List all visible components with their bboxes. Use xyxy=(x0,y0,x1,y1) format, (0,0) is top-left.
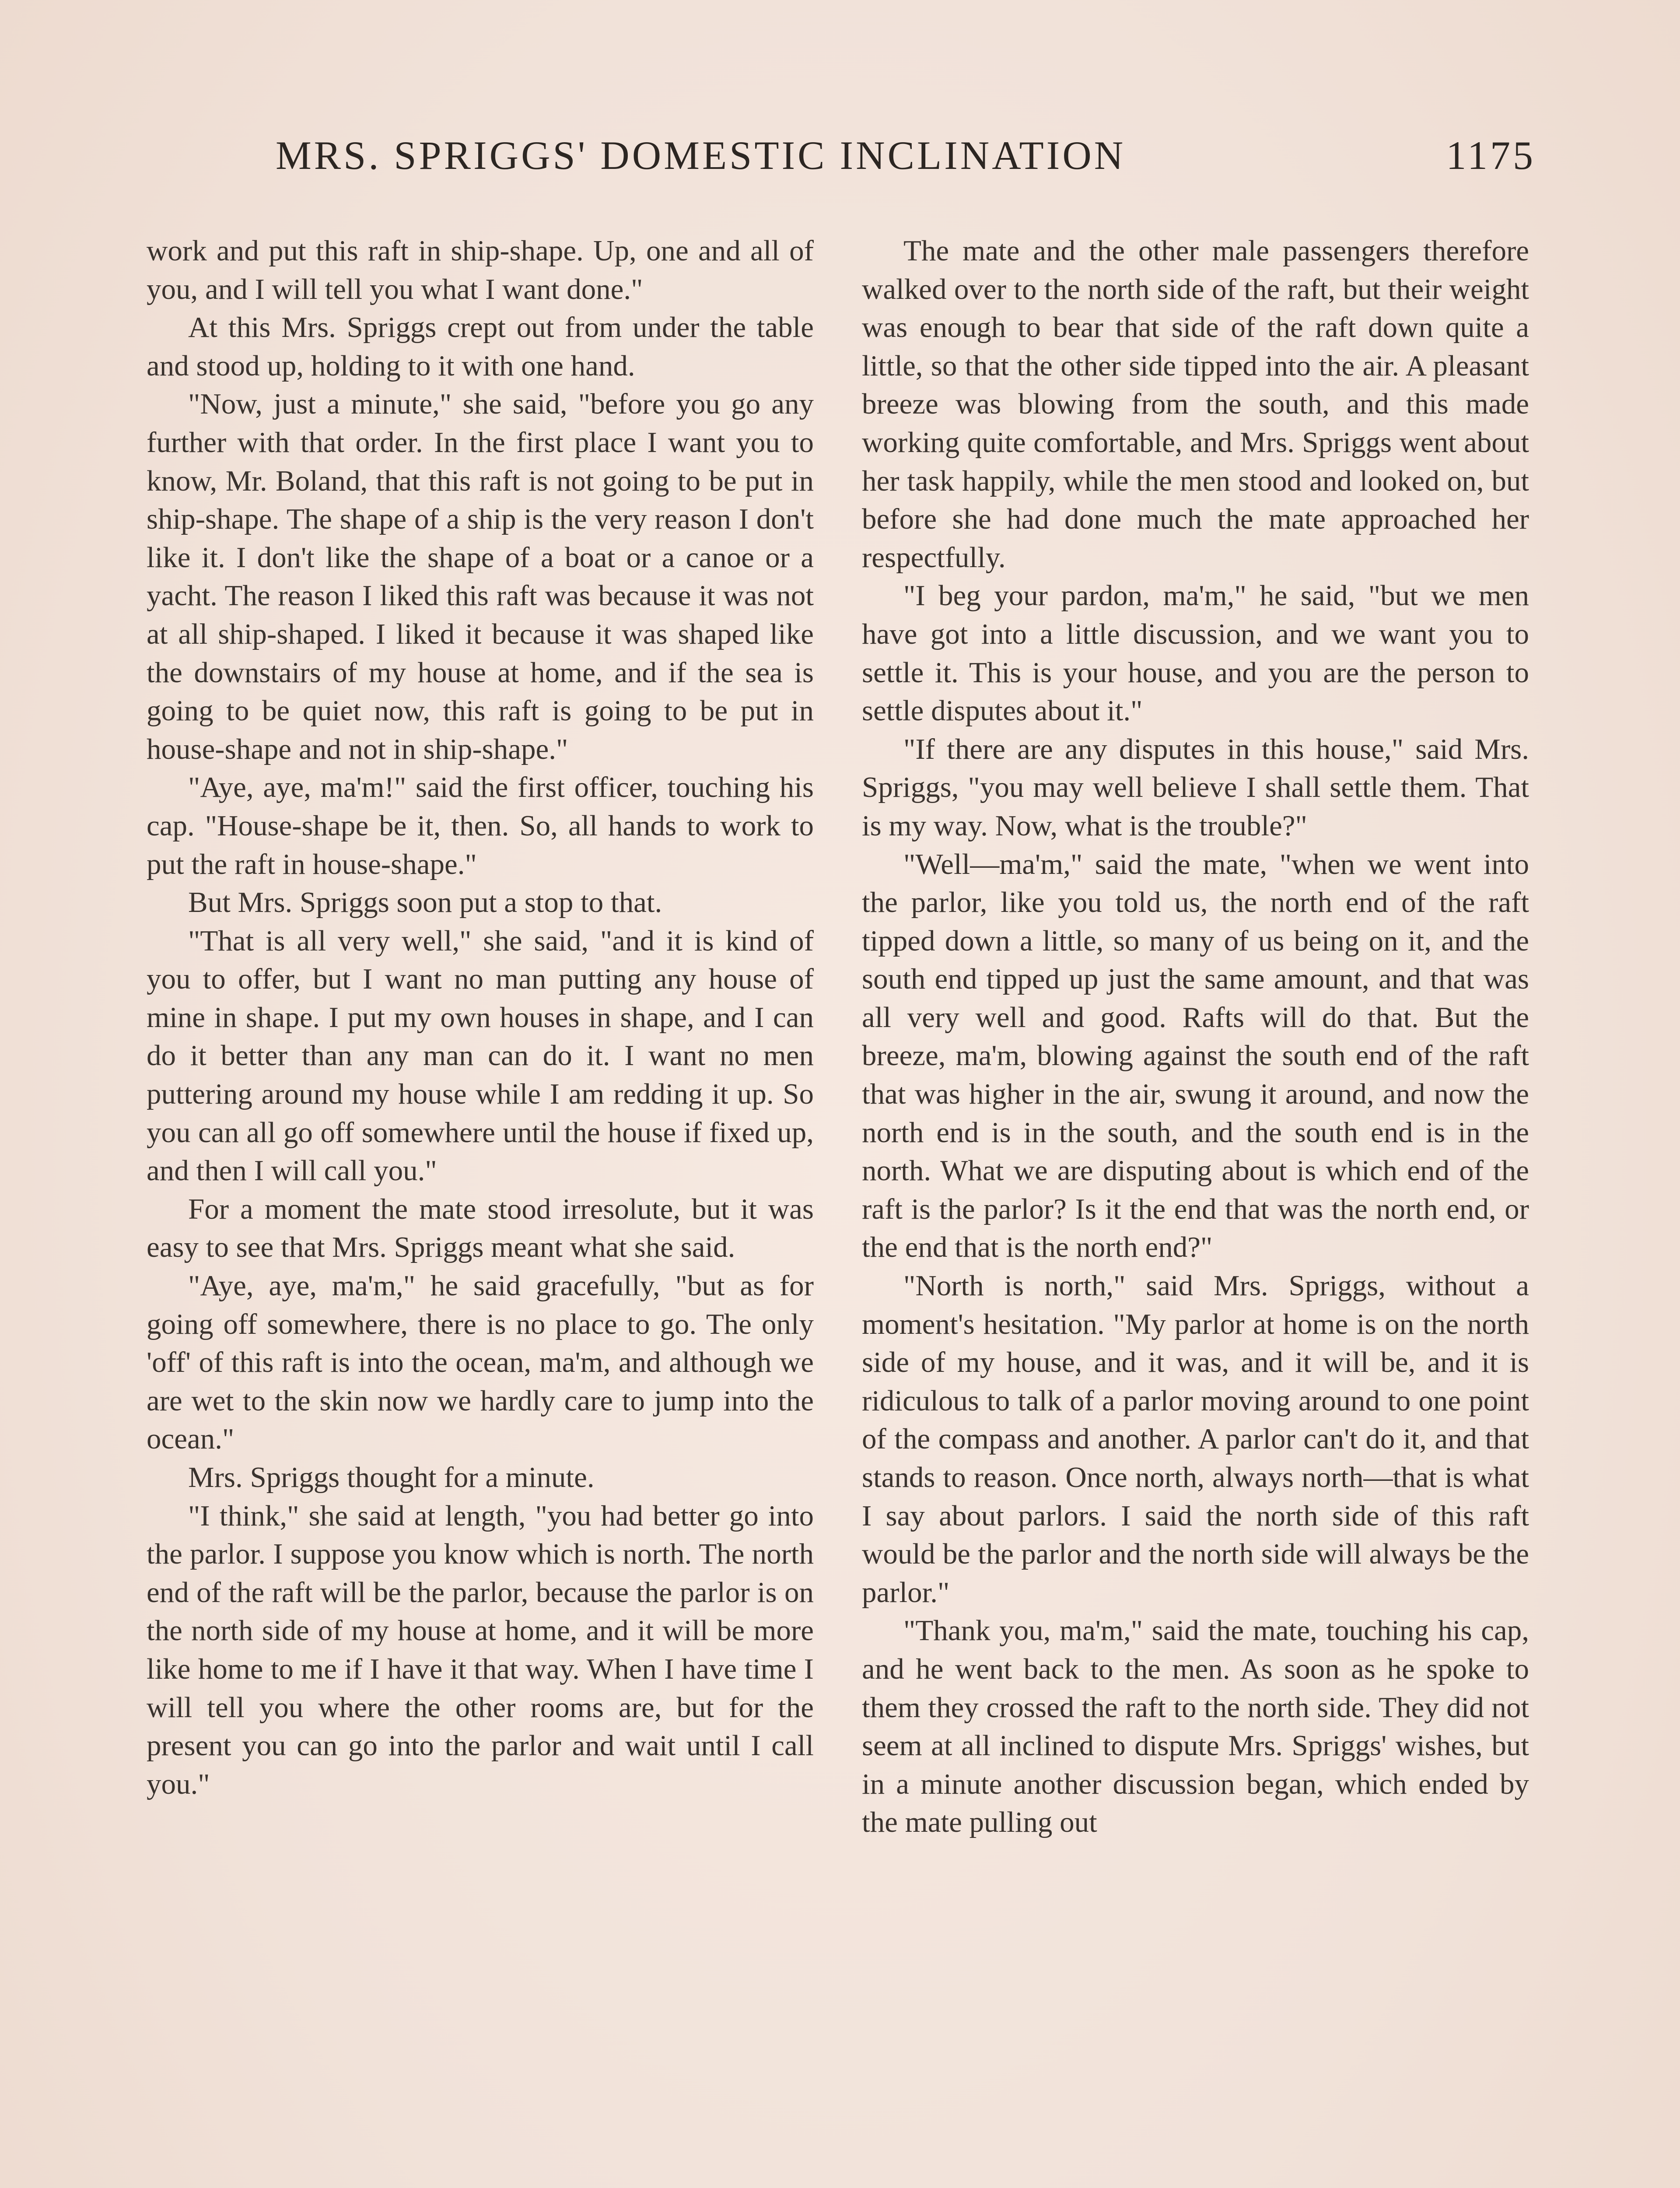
page-title: MRS. SPRIGGS' DOMESTIC INCLINATION xyxy=(276,133,1126,178)
paragraph: At this Mrs. Spriggs crept out from under the table and stood up, holding to it with one hand. xyxy=(147,311,814,382)
right-column xyxy=(862,232,1529,1842)
left-column xyxy=(147,232,814,1803)
paragraph: Mrs. Spriggs thought for a minute. xyxy=(188,1461,595,1494)
paragraph: But Mrs. Spriggs soon put a stop to that. xyxy=(188,886,662,919)
paragraph: "Well—ma'm," said the mate, "when we went into the parlor, like you told us, the north end of the raft tipped down a little, so many of us being on it, and the south end tipped up just the same amount, and that was all very well and good. Rafts will do that. But the breeze, ma'm, blowing against the south end of the raft that was higher in the air, swung it around, and now the north end is in the south, and the south end is in the north. What we are disputing about is which end of the raft is the parlor? Is it the end that was the north end, or the end that is the north end?" xyxy=(862,848,1529,1264)
paragraph: "If there are any disputes in this house," said Mrs. Spriggs, "you may well believe I shall settle them. That is my way. Now, what is the trouble?" xyxy=(862,733,1529,842)
paragraph: "Aye, aye, ma'm!" said the first officer, touching his cap. "House-shape be it, then. So, all hands to work to put the raft in house-shape." xyxy=(147,771,814,880)
paragraph: The mate and the other male passengers therefore walked over to the north side of the raft, but their weight was enough to bear that side of the raft down quite a little, so that the other side tipped into the air. A pleasant breeze was blowing from the south, and this made working quite comfortable, and Mrs. Spriggs went about her task happily, while the men stood and looked on, but before she had done much the mate approached her respectfully. xyxy=(862,235,1529,574)
paragraph: "Aye, aye, ma'm," he said gracefully, "but as for going off somewhere, there is no place to go. The only 'off' of this raft is into the ocean, ma'm, and although we are wet to the skin now we hardly care to jump into the ocean." xyxy=(147,1269,814,1455)
paragraph: "That is all very well," she said, "and it is kind of you to offer, but I want no man putting any house of mine in shape. I put my own houses in shape, and I can do it better than any man can do it. I want no men puttering around my house while I am redding it up. So you can all go off somewhere until the house if fixed up, and then I will call you." xyxy=(147,924,814,1187)
paragraph: "North is north," said Mrs. Spriggs, without a moment's hesitation. "My parlor at home is on the north side of my house, and it was, and it will be, and it is ridiculous to talk of a parlor moving around to one point of the compass and another. A parlor can't do it, and that stands to reason. Once north, always north—that is what I say about parlors. I said the north side of this raft would be the parlor and the north side will always be the parlor." xyxy=(862,1269,1529,1609)
paragraph: work and put this raft in ship-shape. Up, one and all of you, and I will tell you what I want done." xyxy=(147,235,814,305)
paragraph: "I think," she said at length, "you had better go into the parlor. I suppose you know which is north. The north end of the raft will be the parlor, because the parlor is on the north side of my house at home, and it will be more like home to me if I have it that way. When I have time I will tell you where the other rooms are, but for the present you can go into the parlor and wait until I call you." xyxy=(147,1499,814,1800)
page-number: 1175 xyxy=(1446,133,1536,178)
paragraph: "Thank you, ma'm," said the mate, touching his cap, and he went back to the men. As soon as he spoke to them they crossed the raft to the north side. They did not seem at all inclined to dispute Mrs. Spriggs' wishes, but in a minute another discussion began, which ended by the mate pulling out xyxy=(862,1614,1529,1839)
paragraph: "Now, just a minute," she said, "before you go any further with that order. In the first place I want you to know, Mr. Boland, that this raft is not going to be put in ship-shape. The shape of a ship is the very reason I don't like it. I don't like the shape of a boat or a canoe or a yacht. The reason I liked this raft was because it was not at all ship-shaped. I liked it because it was shaped like the downstairs of my house at home, and if the sea is going to be quiet now, this raft is going to be put in house-shape and not in ship-shape." xyxy=(147,388,814,765)
running-head xyxy=(144,123,1536,184)
paragraph: For a moment the mate stood irresolute, but it was easy to see that Mrs. Spriggs meant what she said. xyxy=(147,1192,814,1264)
paragraph: "I beg your pardon, ma'm," he said, "but we men have got into a little discussion, and we want you to settle it. This is your house, and you are the person to settle disputes about it." xyxy=(862,579,1529,727)
